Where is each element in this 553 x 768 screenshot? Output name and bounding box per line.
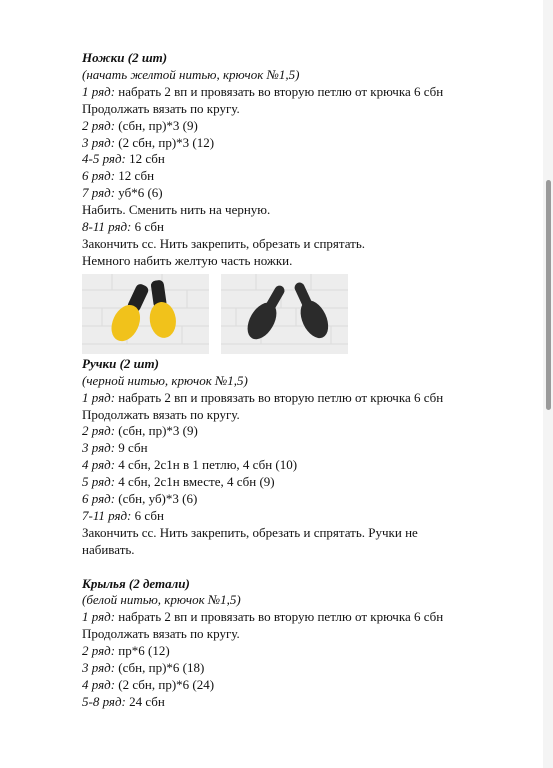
section-gap (82, 559, 522, 576)
pattern-row (82, 643, 522, 660)
row-text: Немного набить желтую часть ножки. (82, 252, 293, 268)
row-text: 9 сбн (115, 440, 148, 456)
row-text: Продолжать вязать по кругу. (82, 406, 240, 422)
legs-rows (82, 84, 522, 270)
row-label: 8-11 ряд: (82, 219, 132, 235)
pattern-row (82, 236, 522, 253)
row-text: (сбн, пр)*6 (18) (115, 660, 205, 676)
pattern-row (82, 407, 522, 424)
pattern-row (82, 491, 522, 508)
pattern-row (82, 525, 522, 542)
row-text: 6 сбн (131, 219, 164, 235)
pattern-row (82, 168, 522, 185)
row-label: 1 ряд: (82, 389, 116, 405)
pattern-content (82, 50, 522, 711)
pattern-row (82, 542, 522, 559)
row-label: 3 ряд: (82, 440, 116, 456)
row-label: 2 ряд: (82, 643, 116, 659)
row-text: (сбн, пр)*3 (9) (115, 423, 198, 439)
row-label: 6 ряд: (82, 168, 116, 184)
row-text: набивать. (82, 541, 135, 557)
pattern-row (82, 694, 522, 711)
row-label: 1 ряд: (82, 83, 116, 99)
row-text: (2 сбн, пр)*3 (12) (115, 134, 215, 150)
pattern-row (82, 440, 522, 457)
scrollbar[interactable] (546, 180, 551, 410)
row-text: Продолжать вязать по кругу. (82, 626, 240, 642)
row-text: Закончить сс. Нить закрепить, обрезать и спрятать. Ручки не (82, 524, 418, 540)
row-text: Закончить сс. Нить закрепить, обрезать и спрятать. (82, 235, 366, 251)
row-text: набрать 2 вп и провязать во вторую петлю от крючка 6 сбн (115, 609, 444, 625)
pattern-row (82, 118, 522, 135)
row-text: уб*6 (6) (115, 185, 163, 201)
arms-subtitle: (черной нитью, крючок №1,5) (82, 372, 248, 388)
row-text: 12 сбн (115, 168, 155, 184)
row-label: 7-11 ряд: (82, 507, 132, 523)
arms-title: Ручки (2 шт) (82, 355, 159, 371)
row-label: 5-8 ряд: (82, 693, 126, 709)
row-label: 4 ряд: (82, 457, 116, 473)
row-label: 1 ряд: (82, 609, 116, 625)
arms-rows (82, 390, 522, 559)
pattern-row (82, 202, 522, 219)
row-label: 3 ряд: (82, 660, 116, 676)
row-label: 2 ряд: (82, 117, 116, 133)
pattern-row (82, 253, 522, 270)
photo-yellow-legs (82, 274, 209, 354)
row-label: 3 ряд: (82, 134, 116, 150)
photo-black-arms (221, 274, 348, 354)
row-text: 6 сбн (131, 507, 164, 523)
pattern-row (82, 135, 522, 152)
pattern-row (82, 185, 522, 202)
row-text: Продолжать вязать по кругу. (82, 100, 240, 116)
pattern-row (82, 626, 522, 643)
pattern-row (82, 84, 522, 101)
row-label: 2 ряд: (82, 423, 116, 439)
row-label: 4-5 ряд: (82, 151, 126, 167)
row-text: пр*6 (12) (115, 643, 170, 659)
row-text: 12 сбн (125, 151, 165, 167)
row-text: Набить. Сменить нить на черную. (82, 202, 271, 218)
row-text: 24 сбн (125, 693, 165, 709)
wings-title: Крылья (2 детали) (82, 575, 190, 591)
row-text: (сбн, пр)*3 (9) (115, 117, 198, 133)
row-text: (сбн, уб)*3 (6) (115, 491, 198, 507)
wings-subtitle: (белой нитью, крючок №1,5) (82, 592, 241, 608)
row-text: 4 сбн, 2с1н в 1 петлю, 4 сбн (10) (115, 457, 298, 473)
row-label: 5 ряд: (82, 474, 116, 490)
row-label: 7 ряд: (82, 185, 116, 201)
pattern-row (82, 508, 522, 525)
row-text: набрать 2 вп и провязать во вторую петлю от крючка 6 сбн (115, 83, 444, 99)
pattern-row (82, 101, 522, 118)
pattern-row (82, 474, 522, 491)
pattern-row (82, 423, 522, 440)
row-label: 4 ряд: (82, 676, 116, 692)
pattern-row (82, 151, 522, 168)
row-text: (2 сбн, пр)*6 (24) (115, 676, 215, 692)
pattern-row (82, 390, 522, 407)
pattern-row (82, 677, 522, 694)
pattern-row (82, 609, 522, 626)
pattern-row (82, 457, 522, 474)
legs-title: Ножки (2 шт) (82, 50, 168, 65)
wings-rows (82, 609, 522, 710)
pattern-row (82, 660, 522, 677)
row-label: 6 ряд: (82, 491, 116, 507)
legs-subtitle: (начать желтой нитью, крючок №1,5) (82, 66, 300, 82)
pattern-row (82, 219, 522, 236)
row-text: набрать 2 вп и провязать во вторую петлю от крючка 6 сбн (115, 389, 444, 405)
row-text: 4 сбн, 2с1н вместе, 4 сбн (9) (115, 474, 275, 490)
legs-photos (82, 274, 522, 354)
